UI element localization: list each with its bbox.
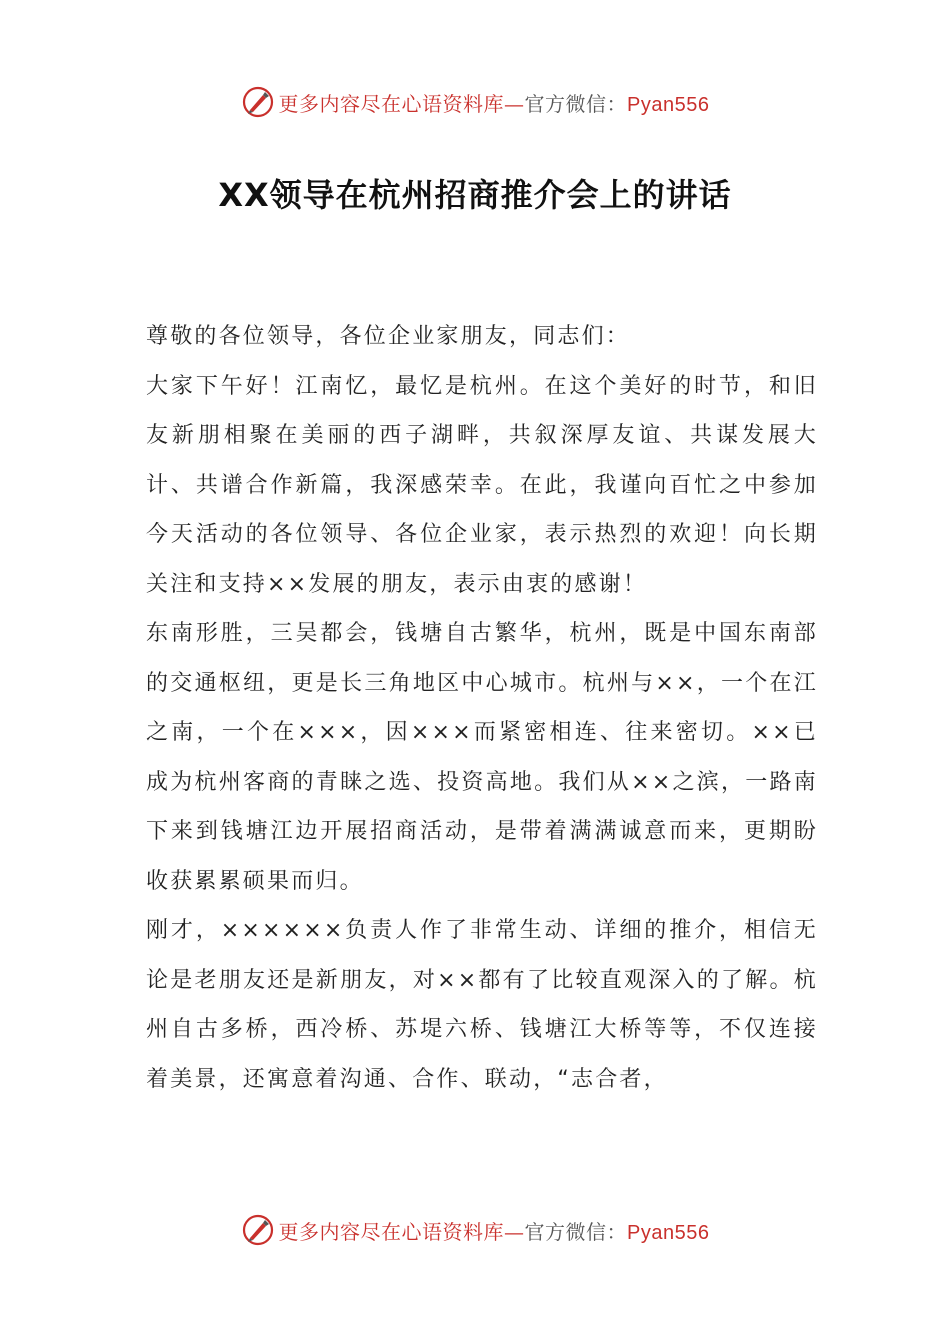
watermark-text xyxy=(279,88,710,117)
watermark-text xyxy=(279,1216,710,1245)
header-watermark-banner xyxy=(0,82,950,122)
paragraph-hangzhou-intro: 东南形胜，三吴都会，钱塘自古繁华，杭州，既是中国东南部的交通枢纽，更是长三角地区中心城市。杭州与××，一个在江之南，一个在×××，因×××而紧密相连、往来密切。××已成为杭州客商的青睐之选、投资高地。我们从××之滨，一路南下来到钱塘江边开展招商活动，是带着满满诚意而来，更期盼收获累累硕果而归。 xyxy=(146,621,818,894)
watermark-brand-text: 更多内容尽在心语资料库— xyxy=(278,1219,525,1244)
footer-watermark-banner xyxy=(0,1210,950,1250)
paragraph-salutation: 尊敬的各位领导，各位企业家朋友，同志们： xyxy=(146,324,631,349)
pen-logo-icon xyxy=(241,85,275,119)
watermark-wechat-id: Pyan556 xyxy=(627,1221,710,1244)
watermark-wechat-id: Pyan556 xyxy=(627,93,710,116)
watermark-wechat-label: 官方微信： xyxy=(524,1219,628,1244)
document-body xyxy=(146,312,818,1104)
pen-logo-icon xyxy=(241,1213,275,1247)
paragraph-greeting: 大家下午好！江南忆，最忆是杭州。在这个美好的时节，和旧友新朋相聚在美丽的西子湖畔，共叙深厚友谊、共谋发展大计、共谱合作新篇，我深感荣幸。在此，我谨向百忙之中参加今天活动的各位领导、各位企业家，表示热烈的欢迎！向长期关注和支持××发展的朋友，表示由衷的感谢！ xyxy=(146,373,818,597)
paragraph-bridges: 刚才，××××××负责人作了非常生动、详细的推介，相信无论是老朋友还是新朋友，对××都有了比较直观深入的了解。杭州自古多桥，西冷桥、苏堤六桥、钱塘江大桥等等，不仅连接着美景，还寓意着沟通、合作、联动，“志合者， xyxy=(146,918,818,1092)
document-title: XX领导在杭州招商推介会上的讲话 xyxy=(218,176,732,214)
watermark-wechat-label: 官方微信： xyxy=(524,91,628,116)
watermark-brand-text: 更多内容尽在心语资料库— xyxy=(278,91,525,116)
